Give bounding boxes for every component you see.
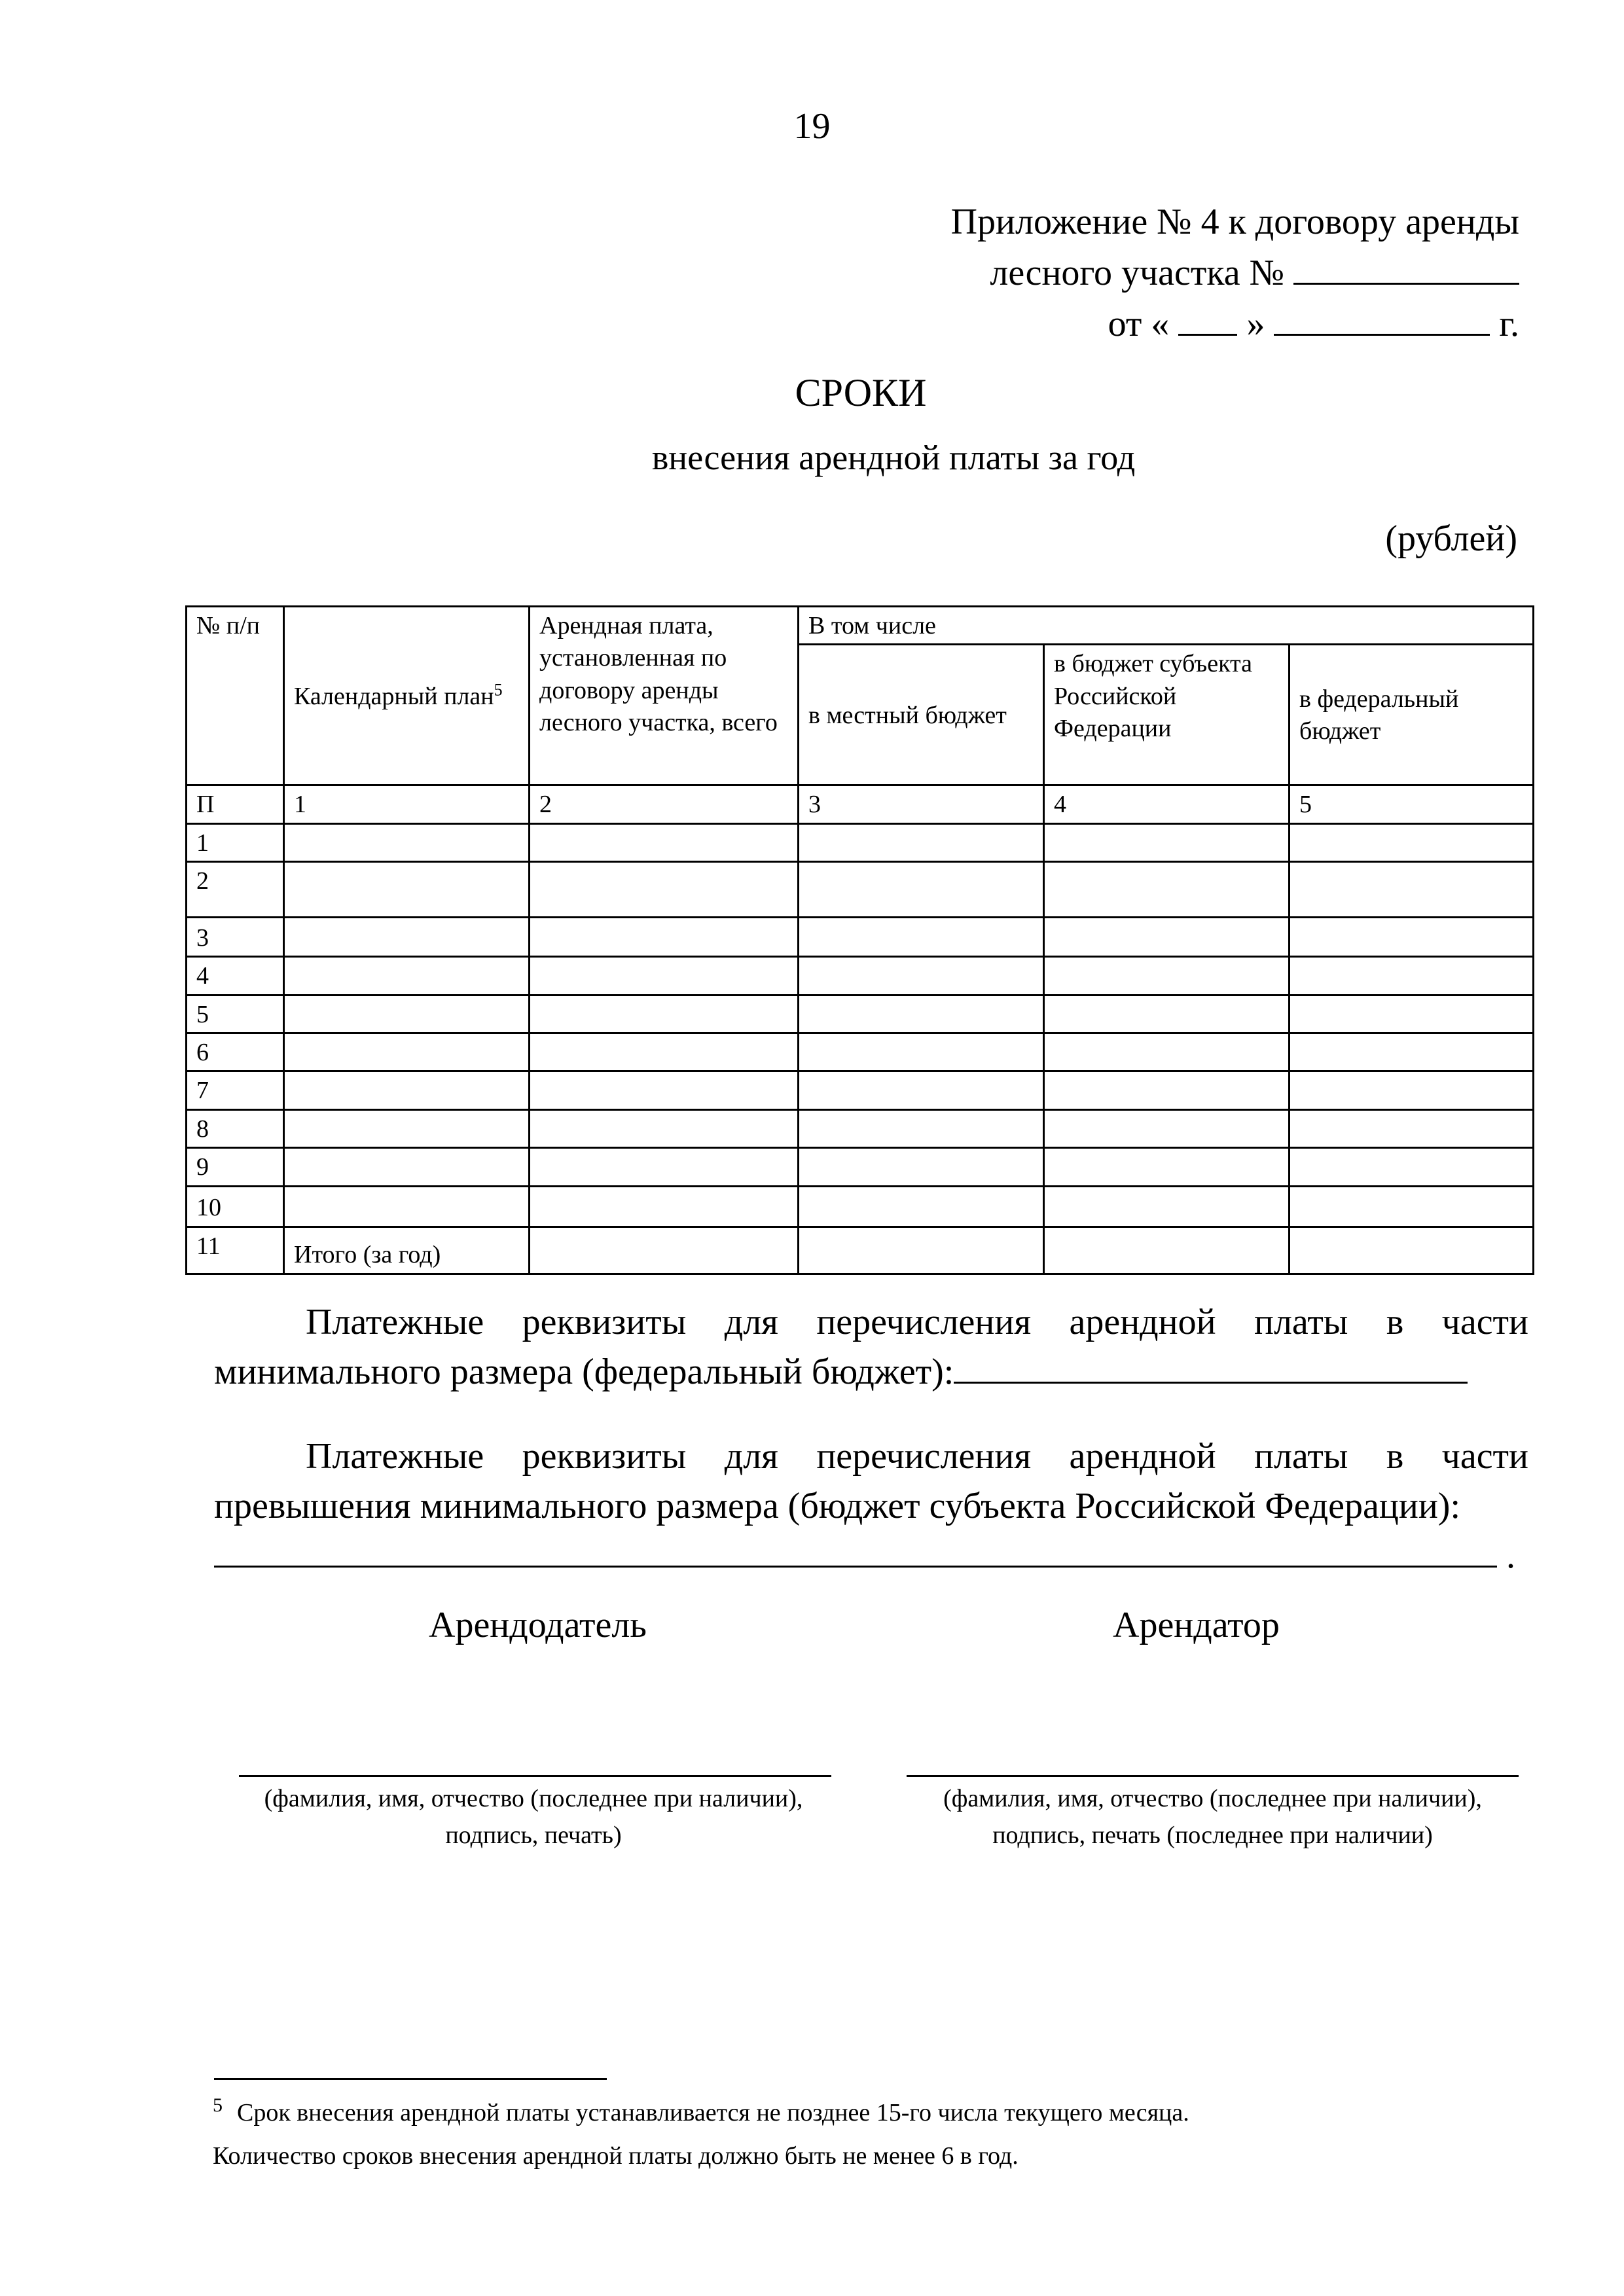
- date-month-blank: [1274, 305, 1490, 336]
- row-subject: [1044, 1071, 1290, 1109]
- appendix-line-3: [951, 298, 1519, 350]
- row-federal: [1290, 1148, 1534, 1186]
- header-federal: в федеральный бюджет: [1290, 645, 1534, 785]
- header-plan-footnote: 5: [494, 679, 503, 699]
- lessee-caption-line-1: (фамилия, имя, отчество (последнее при наличии),: [943, 1785, 1482, 1812]
- header-subject: в бюджет субъекта Российской Федерации: [1044, 645, 1290, 785]
- row-num: 3: [187, 918, 284, 957]
- header-plan-label: Календарный план: [294, 682, 494, 710]
- units-label: (рублей): [1385, 518, 1517, 559]
- lessee-label: Арендатор: [1113, 1605, 1280, 1645]
- row-total: [530, 862, 799, 918]
- row-subject: [1044, 1227, 1290, 1274]
- row-federal: [1290, 918, 1534, 957]
- index-cell: П: [187, 785, 284, 823]
- lessor-signature-line: [239, 1775, 831, 1777]
- row-plan: [284, 1186, 530, 1227]
- lessor-caption-line-2: подпись, печать): [445, 1821, 622, 1849]
- row-plan: [284, 1148, 530, 1186]
- row-subject: [1044, 1186, 1290, 1227]
- footnote-line-1: [213, 2091, 1587, 2134]
- row-num: 10: [187, 1186, 284, 1227]
- row-num: 9: [187, 1148, 284, 1186]
- lessee-caption-line-2: подпись, печать (последнее при наличии): [992, 1821, 1433, 1849]
- row-plan: [284, 862, 530, 918]
- row-num: 7: [187, 1071, 284, 1109]
- row-total: [530, 1033, 799, 1071]
- table-row: [187, 918, 1534, 957]
- appendix-line-2: [951, 247, 1519, 298]
- header-plan: [284, 607, 530, 785]
- row-num: 8: [187, 1109, 284, 1147]
- table-row: [187, 1186, 1534, 1227]
- row-federal: [1290, 1109, 1534, 1147]
- table-row: [187, 1071, 1534, 1109]
- row-local: [799, 918, 1044, 957]
- payment-subject-line-1: Платежные реквизиты для перечисления арендной платы в части: [306, 1436, 1528, 1477]
- row-federal: [1290, 1227, 1534, 1274]
- table-row: [187, 823, 1534, 861]
- row-plan: [284, 1071, 530, 1109]
- row-federal: [1290, 862, 1534, 918]
- row-total: [530, 823, 799, 861]
- date-prefix: от «: [1108, 304, 1170, 344]
- header-num: № п/п: [187, 607, 284, 785]
- footnote-line-2: Количество сроков внесения арендной платы должно быть не менее 6 в год.: [213, 2142, 1019, 2170]
- row-federal: [1290, 1186, 1534, 1227]
- row-num: 11: [187, 1227, 284, 1274]
- row-total: [530, 1227, 799, 1274]
- appendix-line-1: Приложение № 4 к договору аренды: [950, 202, 1519, 242]
- index-row: [187, 785, 1534, 823]
- document-subtitle: внесения арендной платы за год: [651, 438, 1136, 477]
- lessor-caption-line-1: (фамилия, имя, отчество (последнее при наличии),: [264, 1785, 803, 1812]
- row-local: [799, 1071, 1044, 1109]
- table-row: [187, 1148, 1534, 1186]
- index-cell: 4: [1044, 785, 1290, 823]
- header-local: в местный бюджет: [799, 645, 1044, 785]
- row-federal: [1290, 957, 1534, 995]
- date-mid: »: [1246, 304, 1265, 344]
- row-subject: [1044, 1033, 1290, 1071]
- payment-subject-line-3: [214, 1531, 1528, 1581]
- row-subject: [1044, 1148, 1290, 1186]
- table-row: [187, 862, 1534, 918]
- row-subject: [1044, 918, 1290, 957]
- table-row: [187, 957, 1534, 995]
- row-plan: Итого (за год): [284, 1227, 530, 1274]
- row-plan: [284, 918, 530, 957]
- row-local: [799, 957, 1044, 995]
- row-subject: [1044, 862, 1290, 918]
- appendix-header: [951, 196, 1519, 350]
- footnote-rule: [214, 2078, 607, 2080]
- row-total: [530, 957, 799, 995]
- row-federal: [1290, 823, 1534, 861]
- page-number: 19: [793, 106, 831, 147]
- row-plan: [284, 957, 530, 995]
- row-num: 5: [187, 995, 284, 1033]
- row-subject: [1044, 823, 1290, 861]
- table-row: [187, 1033, 1534, 1071]
- row-local: [799, 1033, 1044, 1071]
- lessee-caption: [893, 1780, 1532, 1854]
- header-including: В том числе: [799, 607, 1534, 645]
- payment-federal-label: минимального размера (федеральный бюджет):: [214, 1352, 954, 1392]
- row-num: 4: [187, 957, 284, 995]
- row-plan: [284, 995, 530, 1033]
- row-total: [530, 1186, 799, 1227]
- payment-schedule-table: [185, 605, 1534, 1275]
- payment-subject-blank: [214, 1537, 1497, 1568]
- row-local: [799, 1186, 1044, 1227]
- row-local: [799, 823, 1044, 861]
- row-local: [799, 1148, 1044, 1186]
- footnote-mark: 5: [213, 2094, 223, 2117]
- payment-federal-line-1: Платежные реквизиты для перечисления арендной платы в части: [306, 1302, 1528, 1342]
- row-federal: [1290, 995, 1534, 1033]
- payment-federal-block: [214, 1297, 1528, 1397]
- row-local: [799, 995, 1044, 1033]
- row-subject: [1044, 957, 1290, 995]
- row-subject: [1044, 995, 1290, 1033]
- footnote: [213, 2091, 1587, 2178]
- row-num: 6: [187, 1033, 284, 1071]
- row-num: 1: [187, 823, 284, 861]
- row-local: [799, 862, 1044, 918]
- lessor-label: Арендодатель: [429, 1605, 647, 1645]
- lessor-caption: [223, 1780, 844, 1854]
- header-total: Арендная плата, установленная по договору аренды лесного участка, всего: [530, 607, 799, 785]
- payment-federal-line-2: [214, 1347, 1528, 1397]
- row-subject: [1044, 1109, 1290, 1147]
- row-plan: [284, 823, 530, 861]
- table-row: [187, 995, 1534, 1033]
- row-plan: [284, 1033, 530, 1071]
- date-suffix: г.: [1499, 304, 1519, 344]
- appendix-line-2-label: лесного участка №: [990, 253, 1284, 293]
- index-cell: 3: [799, 785, 1044, 823]
- row-total: [530, 995, 799, 1033]
- row-local: [799, 1227, 1044, 1274]
- index-cell: 1: [284, 785, 530, 823]
- lessee-signature-line: [907, 1775, 1519, 1777]
- row-federal: [1290, 1033, 1534, 1071]
- index-cell: 5: [1290, 785, 1534, 823]
- row-total: [530, 1148, 799, 1186]
- contract-number-blank: [1293, 254, 1519, 285]
- payment-federal-blank: [954, 1353, 1468, 1384]
- table-row: [187, 1109, 1534, 1147]
- footnote-text-1: Срок внесения арендной платы устанавливается не позднее 15-го числа текущего месяца.: [237, 2099, 1189, 2126]
- row-local: [799, 1109, 1044, 1147]
- date-day-blank: [1178, 305, 1237, 336]
- payment-subject-line-2: превышения минимального размера (бюджет субъекта Российской Федерации):: [214, 1486, 1460, 1526]
- row-plan: [284, 1109, 530, 1147]
- payment-subject-block: [214, 1431, 1528, 1581]
- document-title: СРОКИ: [795, 371, 927, 414]
- payment-subject-end: .: [1506, 1535, 1515, 1576]
- row-num: 2: [187, 862, 284, 918]
- table-row-total: [187, 1227, 1534, 1274]
- row-total: [530, 1071, 799, 1109]
- row-federal: [1290, 1071, 1534, 1109]
- row-total: [530, 1109, 799, 1147]
- index-cell: 2: [530, 785, 799, 823]
- row-total: [530, 918, 799, 957]
